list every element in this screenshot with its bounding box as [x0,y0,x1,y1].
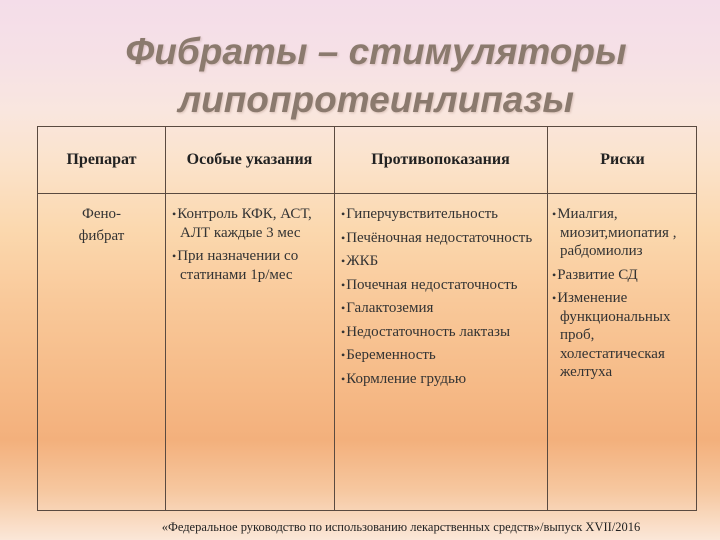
header-drug: Препарат [66,151,137,168]
list-item: • При назначении со статинами 1р/мес [172,247,332,284]
slide-title-line-1: Фибраты – стимуляторы [125,31,627,72]
slide-title-line-2: липопротеинлипазы [178,79,574,120]
list-item: • Гиперчувствительность [341,205,545,224]
contraindications-cell [341,205,545,393]
header-contraindications: Противопоказания [371,151,510,168]
header-special-notes: Особые указания [186,151,313,168]
list-item: • ЖКБ [341,252,545,271]
contraindications-list [341,205,545,388]
list-item: • Недостаточность лактазы [341,323,545,342]
list-item: • Кормление грудью [341,370,545,389]
list-item: • Галактоземия [341,299,545,318]
special-notes-list [172,205,332,284]
list-item: • Почечная недостаточность [341,276,545,295]
fibrates-table [37,126,697,511]
risks-list [552,205,696,382]
source-footnote: «Федеральное руководство по использованию лекарственных средств»/выпуск XVII/2016 [161,520,641,534]
list-item: • Беременность [341,346,545,365]
list-item: • Развитие СД [552,266,696,285]
risks-cell [552,205,696,387]
drug-name-line-1: Фено- [81,206,122,222]
slide-title [0,28,720,124]
list-item: • Миалгия, миозит,миопатия , рабдомиолиз [552,205,696,261]
drug-name-line-2: фибрат [78,228,125,244]
header-divider [38,193,696,194]
special-notes-cell [172,205,332,289]
list-item: • Печёночная недостаточность [341,229,545,248]
list-item: • Контроль КФК, АСТ, АЛТ каждые 3 мес [172,205,332,242]
drug-name [38,203,165,247]
list-item: • Изменение функциональных проб, холестатическая желтуха [552,289,696,382]
header-risks: Риски [600,151,645,168]
